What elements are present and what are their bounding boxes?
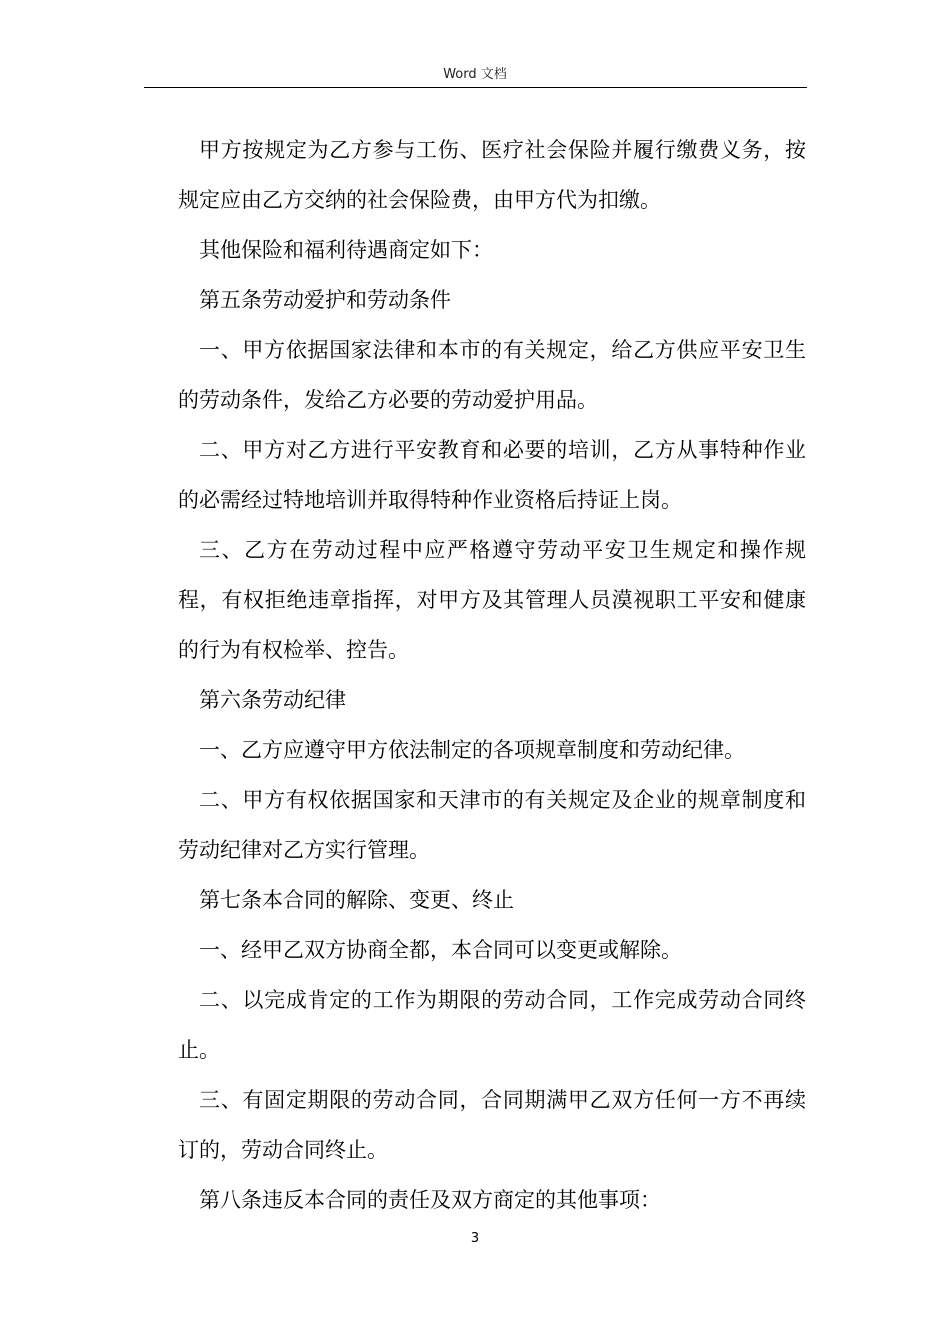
- paragraph: 三、乙方在劳动过程中应严格遵守劳动平安卫生规定和操作规程，有权拒绝违章指挥，对甲方及其管理人员漠视职工平安和健康的行为有权检举、控告。: [178, 538, 806, 662]
- paragraph: 二、甲方对乙方进行平安教育和必要的培训，乙方从事特种作业的必需经过特地培训并取得特种作业资格后持证上岗。: [178, 438, 806, 512]
- paragraph: 二、以完成肯定的工作为期限的劳动合同，工作完成劳动合同终止。: [178, 988, 806, 1062]
- page-header-title: Word 文档: [443, 67, 507, 82]
- paragraph: 一、乙方应遵守甲方依法制定的各项规章制度和劳动纪律。: [199, 738, 745, 762]
- section-heading: 第八条违反本合同的责任及双方商定的其他事项：: [199, 1188, 661, 1212]
- paragraph: 其他保险和福利待遇商定如下：: [199, 238, 493, 262]
- document-body: [178, 125, 806, 1225]
- paragraph: 三、有固定期限的劳动合同，合同期满甲乙双方任何一方不再续订的，劳动合同终止。: [178, 1088, 806, 1162]
- section-heading: 第五条劳动爱护和劳动条件: [199, 288, 451, 312]
- section-heading: 第六条劳动纪律: [199, 688, 346, 712]
- paragraph: 甲方按规定为乙方参与工伤、医疗社会保险并履行缴费义务，按规定应由乙方交纳的社会保险费，由甲方代为扣缴。: [178, 138, 806, 212]
- page-number: 3: [470, 1231, 480, 1246]
- paragraph: 一、甲方依据国家法律和本市的有关规定，给乙方供应平安卫生的劳动条件，发给乙方必要的劳动爱护用品。: [178, 338, 806, 412]
- paragraph: 二、甲方有权依据国家和天津市的有关规定及企业的规章制度和劳动纪律对乙方实行管理。: [178, 788, 806, 862]
- section-heading: 第七条本合同的解除、变更、终止: [199, 888, 514, 912]
- header-divider: [144, 87, 807, 88]
- paragraph: 一、经甲乙双方协商全都，本合同可以变更或解除。: [199, 938, 682, 962]
